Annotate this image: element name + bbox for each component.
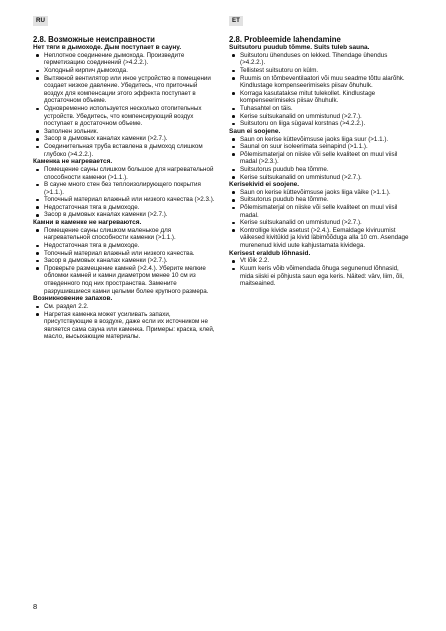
problem-heading: Saun ei soojene.	[229, 127, 281, 135]
list-item: Засор в дымовых каналах каменки (>2.7.).	[33, 135, 218, 143]
list-item: Помещение сауны слишком маленькое для нагревательной способности каменки (>1.1.).	[33, 227, 218, 242]
list-item: См. раздел 2.2.	[33, 303, 218, 311]
list-item: Kuum keris võib võimendada õhuga segunenud lõhnasid, mida siiski ei põhjusta saun ega keris. Näited: värv, liim, õli, maitseained.	[229, 265, 414, 288]
list-item: Tellistest suitsutoru on külm.	[229, 67, 414, 75]
language-label-ru: RU	[33, 16, 48, 26]
list-item: Suitsutorus puudub hea tõmme.	[229, 196, 414, 204]
cause-list	[229, 52, 414, 128]
list-item: Одновременно используется несколько отопительных устройств. Убедитесь, что компенсирующий воздух поступает в достаточном объеме.	[33, 105, 218, 128]
problem-heading: Камни в каменке не нагреваются.	[33, 219, 142, 227]
list-item: Топочный материал влажный или низкого качества (>2.3.).	[33, 196, 218, 204]
list-item: Saun on kerise küttevõimsuse jaoks liiga suur (>1.1.).	[229, 136, 414, 144]
language-label-et: ET	[229, 16, 243, 26]
list-item: Kontrollige kivide asetust (>2.4.). Eemaldage kiviruumist väikesed kivitükid ja kivid läbimõõduga alla 10 cm. Asendage murenenud kivid uute kahjustamata kividega.	[229, 227, 414, 250]
list-item: Топочный материал влажный или низкого качества.	[33, 250, 218, 258]
list-item: Saunal on suur isoleerimata seinapind (>1.1.).	[229, 143, 414, 151]
list-item: Tuhasahtel on täis.	[229, 105, 414, 113]
cause-list	[229, 189, 414, 250]
cause-list	[33, 52, 218, 158]
list-item: Korraga kasutatakse mitut tulekollet. Kindlustage kompenseerimiseks piisav õhuhulk.	[229, 90, 414, 105]
problem-heading: Возникновение запахов.	[33, 295, 113, 303]
column-russian	[33, 35, 218, 341]
cause-list	[33, 166, 218, 219]
list-item: Põlemismaterjal on niiske või selle kvaliteet on muul viisil madal (>2.3.).	[229, 151, 414, 166]
list-item: Kerise suitsukanalid on ummistunud (>2.7.).	[229, 174, 414, 182]
page-number: 8	[33, 602, 38, 611]
cause-list	[229, 257, 414, 287]
list-item: Vt lõik 2.2.	[229, 257, 414, 265]
list-item: Põlemismaterjal on niiske või selle kvaliteet on muul viisil madal.	[229, 204, 414, 219]
list-item: Неплотное соединение дымохода. Произведите герметизацию соединений (>4.2.2.).	[33, 52, 218, 67]
problem-heading: Kerisest eraldub lõhnasid.	[229, 249, 311, 257]
list-item: Нагретая каменка может усиливать запахи, присутствующие в воздухе, даже если их источником не является сама сауна или каменка. Примеры: краска, клей, масло, высыхающие материалы.	[33, 311, 218, 341]
list-item: Холодный кирпич дымохода.	[33, 67, 218, 75]
list-item: Засор в дымовых каналах каменки (>2.7.).	[33, 211, 218, 219]
list-item: Недостаточная тяга в дымоходе.	[33, 242, 218, 250]
list-item: Suitsutorus puudub hea tõmme.	[229, 166, 414, 174]
problem-heading: Kerisekivid ei soojene.	[229, 181, 300, 189]
column-estonian	[229, 35, 414, 288]
problem-heading: Каменка не нагревается.	[33, 158, 113, 166]
list-item: Проверьте размещение камней (>2.4.). Уберите мелкие обломки камней и камни диаметром менее 10 см из отведенного под них пространства. Замените разрушившиеся камни целыми более крупного размера.	[33, 265, 218, 295]
cause-list	[33, 303, 218, 341]
list-item: Вытяжной вентилятор или иное устройство в помещении создает низкое давление. Убедитесь, что приточный воздух для компенсации этого эффекта поступает в достаточном объеме.	[33, 75, 218, 105]
list-item: Kerise suitsukanalid on ummistunud (>2.7.).	[229, 113, 414, 121]
problem-heading: Нет тяги в дымоходе. Дым поступает в сауну.	[33, 44, 182, 51]
list-item: В сауне много стен без теплоизолирующего покрытия (>1.1.).	[33, 181, 218, 196]
list-item: Ruumis on tõmbeventilaatori või muu seadme tõttu alarõhk. Kindlustage kompenseerimiseks piisav õhuhulk.	[229, 75, 414, 90]
cause-list	[33, 227, 218, 295]
list-item: Засор в дымовых каналах каменки (>2.7.).	[33, 257, 218, 265]
list-item: Заполнен зольник.	[33, 128, 218, 136]
list-item: Kerise suitsukanalid on ummistunud (>2.7.).	[229, 219, 414, 227]
list-item: Соединительная труба вставлена в дымоход слишком глубоко (>4.2.2.).	[33, 143, 218, 158]
problem-heading: Suitsutoru puudub tõmme. Suits tuleb sauna.	[229, 44, 370, 51]
section-title: 2.8. Probleemide lahendamine	[229, 35, 341, 44]
cause-list	[229, 136, 414, 182]
section-title: 2.8. Возможные неисправности	[33, 35, 155, 44]
list-item: Suitsutoru on liiga sügaval korstnas (>4.2.2.).	[229, 120, 414, 128]
list-item: Suitsutoru ühenduses on lekked. Tihendage ühendus (>4.2.2.).	[229, 52, 414, 67]
list-item: Помещение сауны слишком большое для нагревательной способности каменки (>1.1.).	[33, 166, 218, 181]
list-item: Saun on kerise küttevõimsuse jaoks liiga väike (>1.1.).	[229, 189, 414, 197]
list-item: Недостаточная тяга в дымоходе.	[33, 204, 218, 212]
